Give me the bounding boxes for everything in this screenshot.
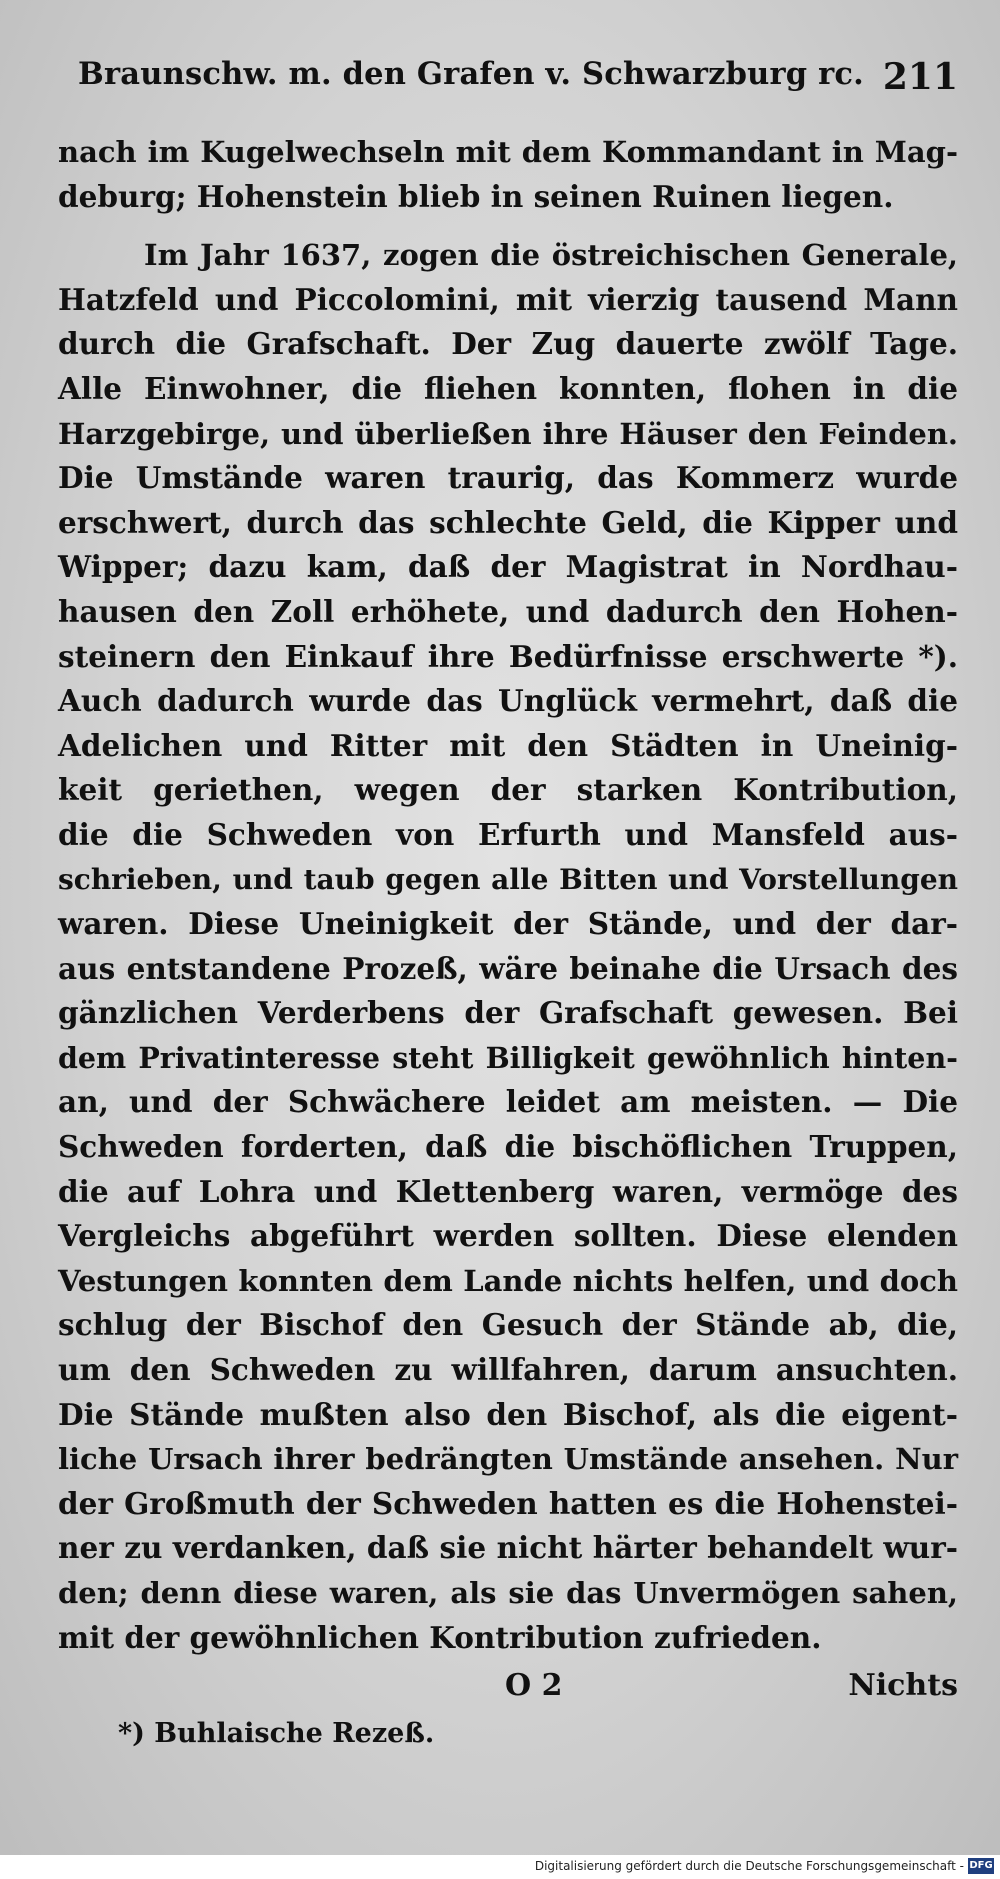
- text-line: erschwert, durch das schlechte Geld, die Kipper und: [58, 504, 958, 540]
- text-line: an, und der Schwächere leidet am meisten. — Die: [58, 1084, 958, 1120]
- signature-mark: O 2: [505, 1668, 563, 1703]
- text-line: ner zu verdanken, daß sie nicht härter behandelt wur-: [58, 1530, 958, 1566]
- text-line: Vestungen konnten dem Lande nichts helfen, und doch: [58, 1263, 958, 1298]
- text-line: Harzgebirge, und überließen ihre Häuser den Feinden.: [58, 416, 958, 451]
- text-line: der Großmuth der Schweden hatten es die Hohenstei-: [58, 1485, 958, 1521]
- dfg-logo-icon: DFG: [968, 1858, 994, 1874]
- text-line: Wipper; dazu kam, daß der Magistrat in Nordhau-: [58, 549, 958, 585]
- text-line: Im Jahr 1637, zogen die östreichischen Generale,: [144, 238, 958, 273]
- text-line: schlug der Bischof den Gesuch der Stände ab, die,: [58, 1307, 958, 1343]
- text-line: um den Schweden zu willfahren, darum ansuchten.: [58, 1352, 958, 1388]
- text-line: gänzlichen Verderbens der Grafschaft gewesen. Bei: [58, 995, 958, 1031]
- text-line: aus entstandene Prozeß, wäre beinahe die Ursach des: [58, 950, 958, 986]
- text-line: deburg; Hohenstein blieb in seinen Ruinen liegen.: [58, 178, 894, 214]
- catchword: Nichts: [848, 1668, 958, 1703]
- text-line: Die Stände mußten also den Bischof, als die eigent-: [58, 1396, 958, 1432]
- text-line: die auf Lohra und Klettenberg waren, vermöge des: [58, 1173, 958, 1209]
- text-line: die die Schweden von Erfurth und Mansfeld aus-: [58, 816, 958, 852]
- text-line: Vergleichs abgeführt werden sollten. Diese elenden: [58, 1218, 958, 1254]
- digitization-credit-bar: [0, 1855, 1000, 1879]
- text-line: den; denn diese waren, als sie das Unvermögen sahen,: [58, 1576, 958, 1610]
- text-line: keit geriethen, wegen der starken Kontribution,: [58, 772, 958, 808]
- text-line: dem Privatinteresse steht Billigkeit gewöhnlich hinten-: [58, 1040, 958, 1075]
- text-line: Die Umstände waren traurig, das Kommerz wurde: [58, 460, 958, 496]
- text-line: Auch dadurch wurde das Unglück vermehrt, daß die: [58, 683, 958, 719]
- text-line: nach im Kugelwechseln mit dem Kommandant in Mag-: [58, 135, 958, 169]
- footnote: *) Buhlaische Rezeß.: [118, 1718, 435, 1749]
- running-head: Braunschw. m. den Grafen v. Schwarzburg rc.: [78, 56, 864, 92]
- page-footer: [58, 1668, 958, 1718]
- page-number: 211: [882, 56, 958, 98]
- paragraph-spacer: [58, 219, 958, 233]
- body-text: [58, 130, 958, 1660]
- text-line: mit der gewöhnlichen Kontribution zufrieden.: [58, 1619, 822, 1655]
- text-line: Schweden forderten, daß die bischöflichen Truppen,: [58, 1129, 958, 1165]
- text-line: steinern den Einkauf ihre Bedürfnisse erschwerte *).: [58, 638, 958, 674]
- text-line: durch die Grafschaft. Der Zug dauerte zwölf Tage.: [58, 326, 958, 362]
- text-line: Adelichen und Ritter mit den Städten in Uneinig-: [58, 727, 958, 763]
- text-line: schrieben, und taub gegen alle Bitten und Vorstellungen: [58, 862, 958, 896]
- text-line: Alle Einwohner, die fliehen konnten, flohen in die: [58, 370, 958, 406]
- credit-text: Digitalisierung gefördert durch die Deutsche Forschungsgemeinschaft -: [534, 1859, 964, 1873]
- page-header: [78, 48, 958, 118]
- text-line: waren. Diese Uneinigkeit der Stände, und der dar-: [58, 906, 958, 942]
- text-line: hausen den Zoll erhöhete, und dadurch den Hohen-: [58, 593, 958, 629]
- text-line: Hatzfeld und Piccolomini, mit vierzig tausend Mann: [58, 281, 958, 317]
- text-line: liche Ursach ihrer bedrängten Umstände ansehen. Nur: [58, 1442, 958, 1477]
